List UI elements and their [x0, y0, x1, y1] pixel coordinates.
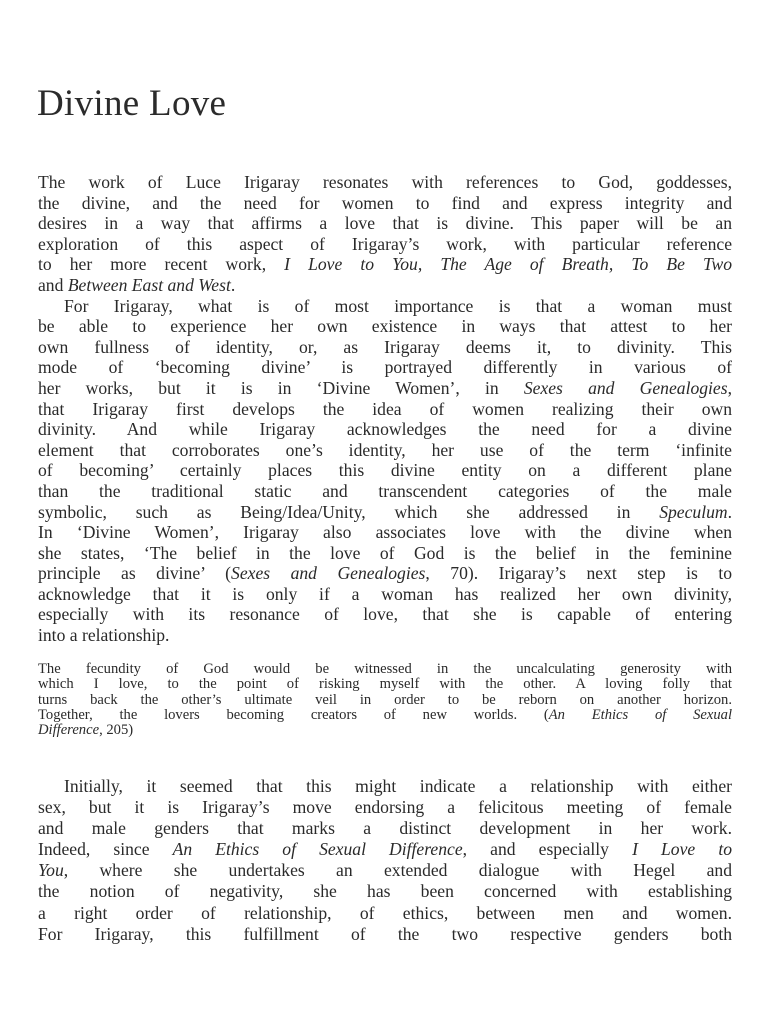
text-line [38, 776, 732, 797]
text-line [38, 797, 732, 818]
text-run: be able to experience her own existence in ways that attest to her [38, 316, 732, 337]
text-line [38, 316, 732, 337]
text-run: divinity. And while Irigaray acknowledges the need for a divine [38, 419, 732, 440]
text-run: into a relationship. [38, 625, 170, 646]
text-line [38, 604, 732, 625]
text-run: Initially, it seemed that this might indicate a relationship with either [64, 776, 732, 796]
italic-title: Sexes and Genealogies [523, 377, 728, 398]
text-line [38, 357, 732, 378]
text-run: which I love, to the point of risking myself with the other. A loving folly that [38, 676, 732, 693]
text-line [38, 860, 732, 881]
text-run: exploration of this aspect of Irigaray’s work, with particular reference [38, 233, 732, 254]
text-line [38, 337, 732, 358]
text-run: sex, but it is Irigaray’s move endorsing a felicitous meeting of female [38, 797, 732, 818]
text-line [38, 924, 732, 945]
paragraph-intro [38, 172, 732, 646]
text-run: own fullness of identity, or, as Irigaray deems it, to divinity. This [38, 336, 732, 357]
text-run: her works, but it is in ‘Divine Women’, in [38, 377, 524, 398]
text-run: , 205) [99, 722, 134, 739]
page-title: Divine Love [37, 83, 227, 124]
text-line [38, 234, 732, 255]
italic-title: An Ethics of Sexual Difference [172, 839, 463, 860]
text-line [38, 213, 732, 234]
text-line [38, 625, 732, 646]
text-run: symbolic, such as Being/Idea/Unity, which she addressed in [38, 501, 660, 522]
italic-title: Between East and West [67, 274, 231, 295]
text-line [38, 440, 732, 461]
italic-title: Speculum [659, 501, 728, 522]
text-line [38, 662, 732, 677]
italic-title: You [38, 860, 64, 881]
text-line [38, 881, 732, 902]
text-line [38, 693, 732, 708]
text-line [38, 481, 732, 502]
text-run: that Irigaray first develops the idea of women realizing their own [38, 398, 732, 419]
text-line [38, 708, 732, 723]
text-run: The fecundity of God would be witnessed in the uncalculating generosity with [38, 661, 732, 677]
text-line [38, 677, 732, 692]
text-line [38, 563, 732, 584]
text-run: desires in a way that affirms a love that is divine. This paper will be an [38, 213, 732, 234]
text-run: mode of ‘becoming divine’ is portrayed differently in various of [38, 357, 732, 378]
text-run: to her more recent work, [38, 254, 285, 275]
text-line [38, 419, 732, 440]
text-run: she states, ‘The belief in the love of God is the belief in the feminine [38, 542, 732, 563]
italic-title: I Love to You, The Age of Breath, To Be Two [284, 254, 732, 275]
text-run: For Irigaray, this fulfillment of the two respective genders both [38, 923, 732, 944]
text-line [38, 903, 732, 924]
text-run: , 70). Irigaray’s next step is to [425, 563, 733, 584]
text-run: of becoming’ certainly places this divine entity on a different plane [38, 460, 732, 481]
italic-title: Sexes and Genealogies [231, 563, 426, 584]
text-line [38, 543, 732, 564]
text-run: a right order of relationship, of ethics, between men and women. [38, 902, 732, 923]
italic-title: I Love to [632, 839, 732, 860]
text-line [38, 839, 732, 860]
text-line [38, 818, 732, 839]
text-line [38, 460, 732, 481]
text-run: , and especially [462, 839, 633, 860]
text-run: . [230, 274, 236, 295]
text-line [38, 502, 732, 523]
text-line [38, 723, 732, 738]
text-run: For Irigaray, what is of most importance is that a woman must [64, 295, 732, 316]
text-run: , where she undertakes an extended dialogue with Hegel and [63, 860, 732, 881]
text-line [38, 522, 732, 543]
italic-title: An Ethics of Sexual [548, 706, 732, 723]
text-run: the divine, and the need for women to find and express integrity and [38, 192, 732, 213]
text-line [38, 378, 732, 399]
text-run: the notion of negativity, she has been concerned with establishing [38, 881, 732, 902]
text-run: and male genders that marks a distinct development in her work. [38, 818, 732, 839]
text-run: The work of Luce Irigaray resonates with references to God, goddesses, [38, 172, 732, 192]
text-run: . [727, 501, 732, 522]
text-run: Indeed, since [38, 839, 173, 860]
text-run: element that corroborates one’s identity, her use of the term ‘infinite [38, 439, 732, 460]
text-run: Together, the lovers becoming creators of new worlds. ( [38, 706, 549, 723]
text-line [38, 296, 732, 317]
text-run: and [38, 274, 68, 295]
text-line [38, 584, 732, 605]
text-line [38, 172, 732, 193]
text-run: than the traditional static and transcendent categories of the male [38, 480, 732, 501]
text-run: principle as divine’ ( [38, 563, 232, 584]
text-run: , [727, 377, 732, 398]
text-run: turns back the other’s ultimate veil in order to be reborn on another horizon. [38, 691, 732, 708]
italic-title: Difference [38, 722, 100, 739]
paragraph-continuation [38, 776, 732, 945]
text-line [38, 254, 732, 275]
text-line [38, 193, 732, 214]
text-line [38, 399, 732, 420]
block-quote [38, 662, 732, 738]
text-run: In ‘Divine Women’, Irigaray also associates love with the divine when [38, 522, 732, 543]
text-run: especially with its resonance of love, that she is capable of entering [38, 604, 732, 625]
text-line [38, 275, 732, 296]
text-run: acknowledge that it is only if a woman has realized her own divinity, [38, 583, 732, 604]
